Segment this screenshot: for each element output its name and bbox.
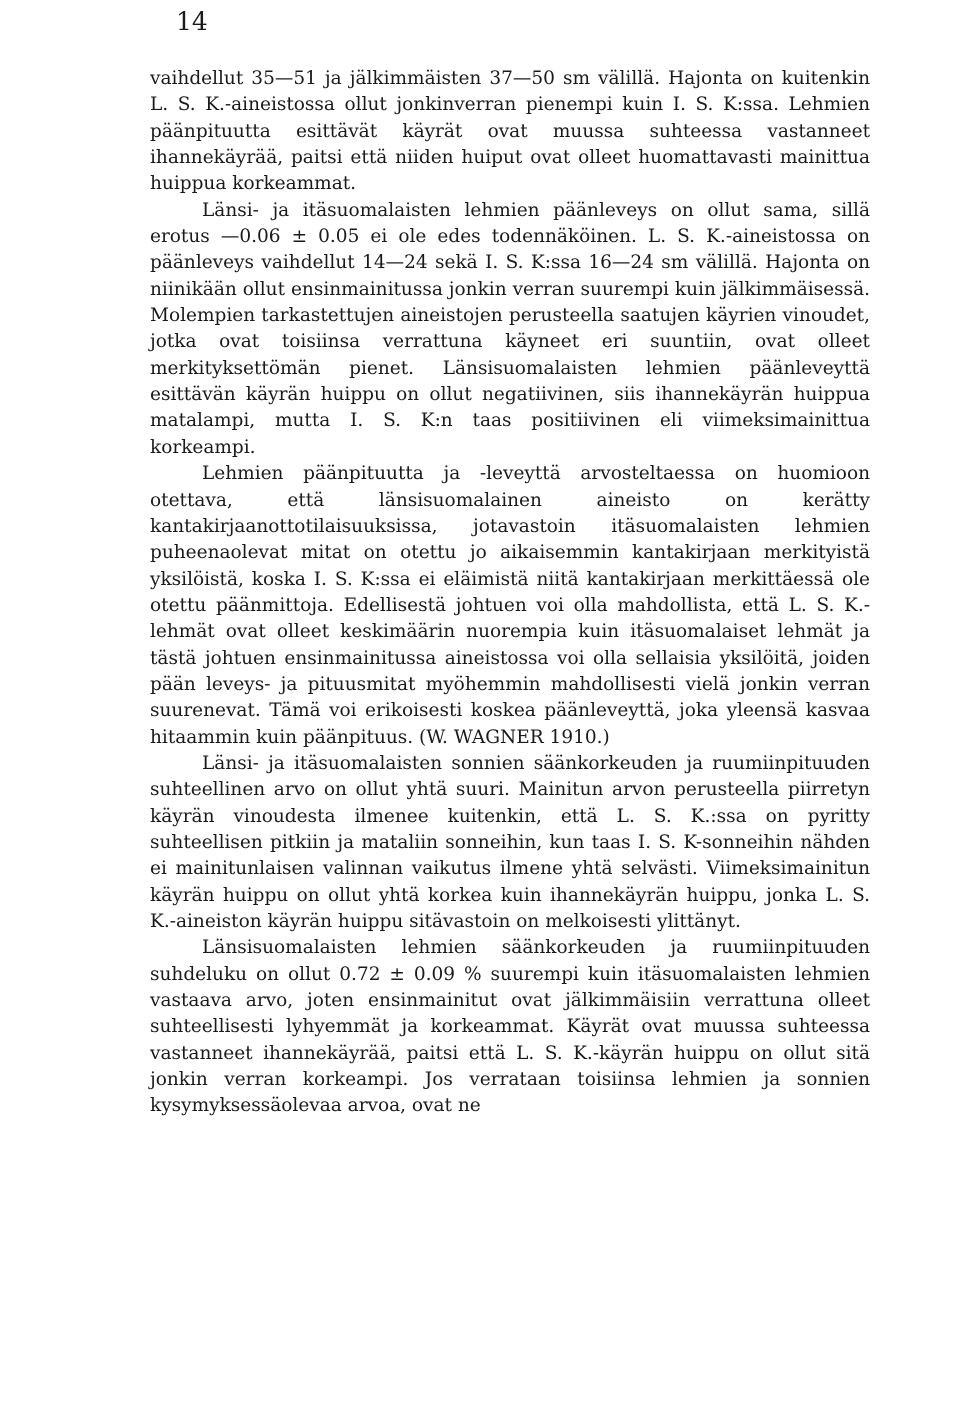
paragraph-3: Lehmien päänpituutta ja -leveyttä arvosteltaessa on huomioon otettava, että länsisuomalainen aineisto on kerätty kantakirjaanottotilaisuuksissa, jotavastoin itäsuomalaisten lehmien puheenaolevat mitat on otettu jo aikaisemmin kantakirjaan merkityistä yksilöistä, koska I. S. K:ssa ei eläimistä niitä kantakirjaan merkittäessä ole otettu päänmittoja. Edellisestä johtuen voi olla mahdollista, että L. S. K.-lehmät ovat olleet keskimäärin nuorempia kuin itäsuomalaiset lehmät ja tästä johtuen ensinmainitussa aineistossa voi olla sellaisia yksilöitä, joiden pään leveys- ja pituusmitat myöhemmin mahdollisesti vielä jonkin verran suurenevat. Tämä voi erikoisesti koskea päänleveyttä, joka yleensä kasvaa hitaammin kuin päänpituus. (W. WAGNER 1910.) bbox=[150, 463, 870, 748]
page-number: 14 bbox=[176, 7, 208, 36]
paragraph-4: Länsi- ja itäsuomalaisten sonnien säänkorkeuden ja ruumiinpituuden suhteellinen arvo on ollut yhtä suuri. Mainitun arvon perusteella piirretyn käyrän vinoudesta ilmenee kuitenkin, että L. S. K.:ssa on pyritty suhteellisen pitkiin ja mataliin sonneihin, kun taas I. S. K-sonneihin nähden ei mainitunlaisen valinnan vaikutus ilmene yhtä selvästi. Viimeksimainitun käyrän huippu on ollut yhtä korkea kuin ihannekäyrän huippu, jonka L. S. K.-aineiston käyrän huippu sitävastoin on melkoisesti ylittänyt. bbox=[150, 752, 870, 932]
paragraph-2: Länsi- ja itäsuomalaisten lehmien päänleveys on ollut sama, sillä erotus —0.06 ± 0.05 ei ole edes todennäköinen. L. S. K.-aineistossa on päänleveys vaihdellut 14—24 sekä I. S. K:ssa 16—24 sm välillä. Hajonta on niinikään ollut ensinmainitussa jonkin verran suurempi kuin jälkimmäisessä. Molempien tarkastettujen aineistojen perusteella saatujen käyrien vinoudet, jotka ovat toisiinsa verrattuna käyneet eri suuntiin, ovat olleet merkityksettömän pienet. Länsisuomalaisten lehmien päänleveyttä esittävän käyrän huippu on ollut negatiivinen, siis ihannekäyrän huippua matalampi, mutta I. S. K:n taas positiivinen eli viimeksimainittua korkeampi. bbox=[150, 199, 870, 458]
paragraph-5: Länsisuomalaisten lehmien säänkorkeuden ja ruumiinpituuden suhdeluku on ollut 0.72 ± 0.09 % suurempi kuin itäsuomalaisten lehmien vastaava arvo, joten ensinmainitut ovat jälkimmäisiin verrattuna olleet suhteellisesti lyhyemmät ja korkeammat. Käyrät ovat muussa suhteessa vastanneet ihannekäyrää, paitsi että L. S. K.-käyrän huippu on ollut sitä jonkin verran korkeampi. Jos verrataan toisiinsa lehmien ja sonnien kysymyksessäolevaa arvoa, ovat ne bbox=[150, 937, 870, 1117]
paragraph-1: vaihdellut 35—51 ja jälkimmäisten 37—50 sm välillä. Hajonta on kuitenkin L. S. K.-aineistossa ollut jonkinverran pienempi kuin I. S. K:ssa. Lehmien päänpituutta esittävät käyrät ovat muussa suhteessa vastanneet ihannekäyrää, paitsi että niiden huiput ovat olleet huomattavasti mainittua huippua korkeammat. bbox=[150, 68, 870, 195]
body-text bbox=[150, 66, 870, 1120]
